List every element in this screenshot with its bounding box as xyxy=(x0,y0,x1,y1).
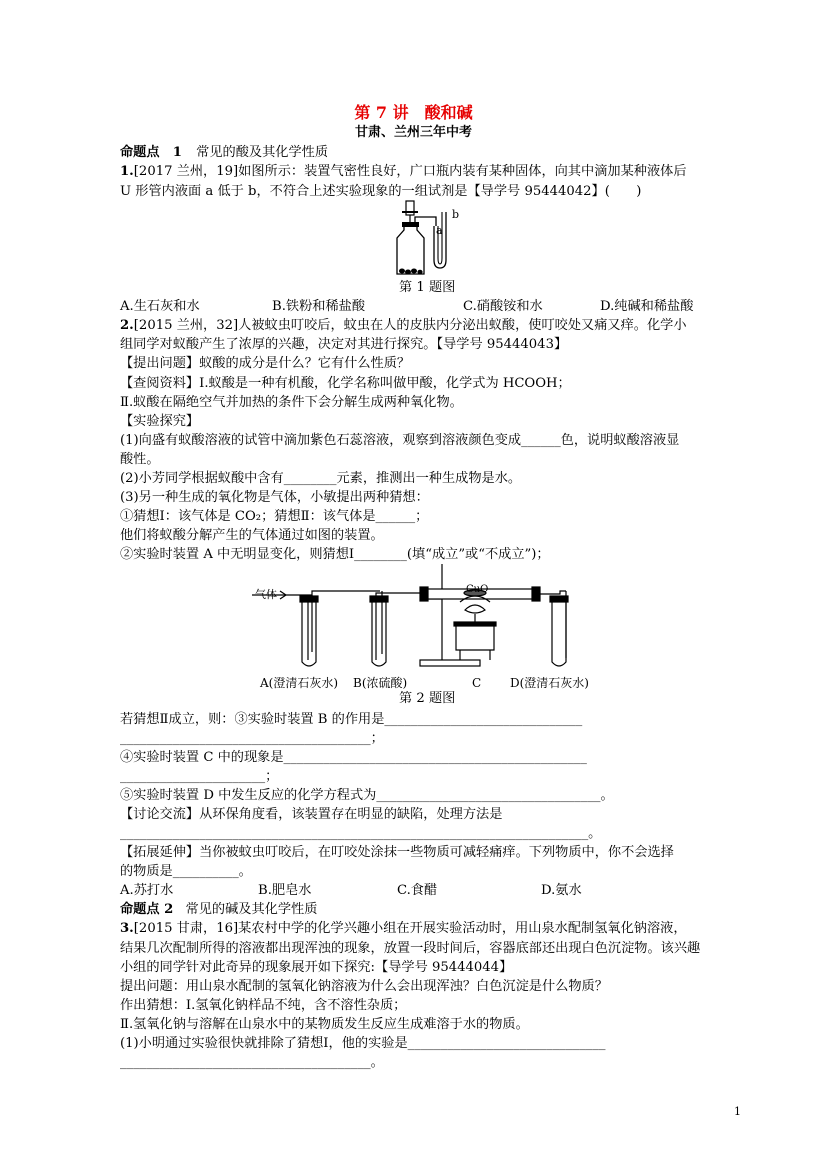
q2-result-1: 若猜想Ⅱ成立，则：③实验时装置 B 的作用是______________________________ xyxy=(120,712,583,727)
topic-1-label: 命题点 1 xyxy=(120,145,182,160)
q2-step-1a: (1)向盛有蚁酸溶液的试管中滴加紫色石蕊溶液，观察到溶液颜色变成______色，说明蚁酸溶液显 xyxy=(120,433,680,448)
q2-guess-2: 他们将蚁酸分解产生的气体通过如图的装置。 xyxy=(120,528,384,543)
q2-option-d: D.氨水 xyxy=(541,883,582,898)
lesson-title: 第 7 讲 酸和碱 xyxy=(354,103,473,122)
q2-result-4: ______________________； xyxy=(120,769,279,784)
q2-ask: 【提出问题】蚁酸的成分是什么？它有什么性质？ xyxy=(120,356,411,371)
q2-step-2: (2)小芳同学根据蚁酸中含有________元素，推测出一种生成物是水。 xyxy=(120,471,522,486)
q2-option-b: B.肥皂水 xyxy=(258,883,312,898)
page-number: 1 xyxy=(734,1105,741,1118)
topic-2-name: 常见的碱及其化学性质 xyxy=(185,902,318,917)
topic-1-name: 常见的酸及其化学性质 xyxy=(196,145,329,160)
q1-line-1 xyxy=(120,163,687,181)
q1-option-a: A.生石灰和水 xyxy=(120,299,200,314)
q2-guess-3: ②实验时装置 A 中无明显变化，则猜想Ⅰ________(填“成立”或“不成立”)； xyxy=(120,547,550,562)
q1-number: 1. xyxy=(120,164,134,179)
q2-fig-label-a: A(澄清石灰水) xyxy=(260,676,339,690)
q3-guess-1: 作出猜想：Ⅰ.氢氧化钠样品不纯，含不溶性杂质； xyxy=(120,998,407,1013)
q2-step-1b: 酸性。 xyxy=(120,452,160,467)
q2-line-2: 组同学对蚁酸产生了浓厚的兴趣，决定对其进行探究。【导学号 95444043】 xyxy=(120,337,568,352)
q1-fig-label-b: b xyxy=(452,208,460,221)
q2-caption: 第 2 题图 xyxy=(399,691,456,706)
q2-extension-1: 【拓展延伸】当你被蚊虫叮咬后，在叮咬处涂抹一些物质可减轻痛痒。下列物质中，你不会选择 xyxy=(120,845,674,860)
q3-text-1: [2015 甘肃，16]某农村中学的化学兴趣小组在开展实验活动时，用山泉水配制氢氧化钠溶液， xyxy=(133,921,687,936)
q2-discussion-2: _______________________________________________________________________。 xyxy=(120,826,602,841)
q2-number: 2. xyxy=(120,318,134,333)
q2-result-3: ④实验时装置 C 中的现象是______________________________________________ xyxy=(120,750,587,765)
q2-option-c: C.食醋 xyxy=(397,883,438,898)
q2-text-1: [2015 兰州，32]人被蚊虫叮咬后，蚊虫在人的皮肤内分泌出蚁酸，使叮咬处又痛又痒。化学小 xyxy=(133,318,687,333)
q3-guess-2: Ⅱ.氢氧化钠与溶解在山泉水中的某物质发生反应生成难溶于水的物质。 xyxy=(120,1017,529,1032)
q2-result-5: ⑤实验时装置 D 中发生反应的化学方程式为__________________________________。 xyxy=(120,788,614,803)
q2-option-a: A.苏打水 xyxy=(120,883,174,898)
q2-step-3: (3)另一种生成的氧化物是气体，小敏提出两种猜想： xyxy=(120,490,429,505)
q2-fig-gas-label: 气体 xyxy=(255,588,277,601)
q2-reference-1: 【查阅资料】Ⅰ.蚁酸是一种有机酸，化学名称叫做甲酸，化学式为 HCOOH； xyxy=(120,376,571,391)
q1-text-1: [2017 兰州，19]如图所示：装置气密性良好，广口瓶内装有某种固体，向其中滴加某种液体后 xyxy=(133,164,687,179)
q2-explore-heading: 【实验探究】 xyxy=(120,414,200,429)
lesson-subtitle: 甘肃、兰州三年中考 xyxy=(354,125,472,140)
q2-discussion-1: 【讨论交流】从环保角度看，该装置存在明显的缺陷，处理方法是 xyxy=(120,807,503,822)
q2-fig-label-d: D(澄清石灰水) xyxy=(510,676,589,690)
q3-line-1 xyxy=(120,920,687,938)
topic-2-heading xyxy=(120,901,317,919)
q2-result-2: ______________________________________； xyxy=(120,731,384,746)
q2-fig-label-c: C xyxy=(472,676,482,690)
q3-line-3: 小组的同学针对此奇异的现象展开如下探究:【导学号 95444044】 xyxy=(120,960,513,975)
topic-1-heading xyxy=(120,144,328,162)
q2-fig-cuo-label: CuO xyxy=(466,584,489,595)
q2-extension-2: 的物质是__________。 xyxy=(120,864,252,879)
q2-line-1 xyxy=(120,317,687,335)
q3-line-2: 结果几次配制所得的溶液都出现浑浊的现象，放置一段时间后，容器底部还出现白色沉淀物。该兴趣 xyxy=(120,941,701,956)
q3-ask: 提出问题：用山泉水配制的氢氧化钠溶液为什么会出现浑浊？白色沉淀是什么物质？ xyxy=(120,979,608,994)
q1-fig-label-a: a xyxy=(436,224,443,237)
q2-fig-label-b: B(浓硫酸) xyxy=(353,676,408,690)
q1-line-2: U 形管内液面 a 低于 b，不符合上述实验现象的一组试剂是【导学号 95444042】( ) xyxy=(120,184,642,199)
q2-guess-1: ①猜想Ⅰ：该气体是 CO₂；猜想Ⅱ：该气体是______； xyxy=(120,509,429,524)
q1-option-b: B.铁粉和稀盐酸 xyxy=(272,299,366,314)
q1-option-c: C.硝酸铵和水 xyxy=(463,299,543,314)
q1-option-d: D.纯碱和稀盐酸 xyxy=(600,299,694,314)
topic-2-label: 命题点 2 xyxy=(120,902,174,917)
q3-step-1a: (1)小明通过实验很快就排除了猜想Ⅰ，他的实验是______________________________ xyxy=(120,1036,606,1051)
q2-reference-2: Ⅱ.蚁酸在隔绝空气并加热的条件下会分解生成两种氧化物。 xyxy=(120,395,463,410)
q2-figure xyxy=(250,562,620,674)
q3-number: 3. xyxy=(120,921,134,936)
q1-caption: 第 1 题图 xyxy=(399,280,456,295)
q3-step-1b: ______________________________________。 xyxy=(120,1055,384,1070)
